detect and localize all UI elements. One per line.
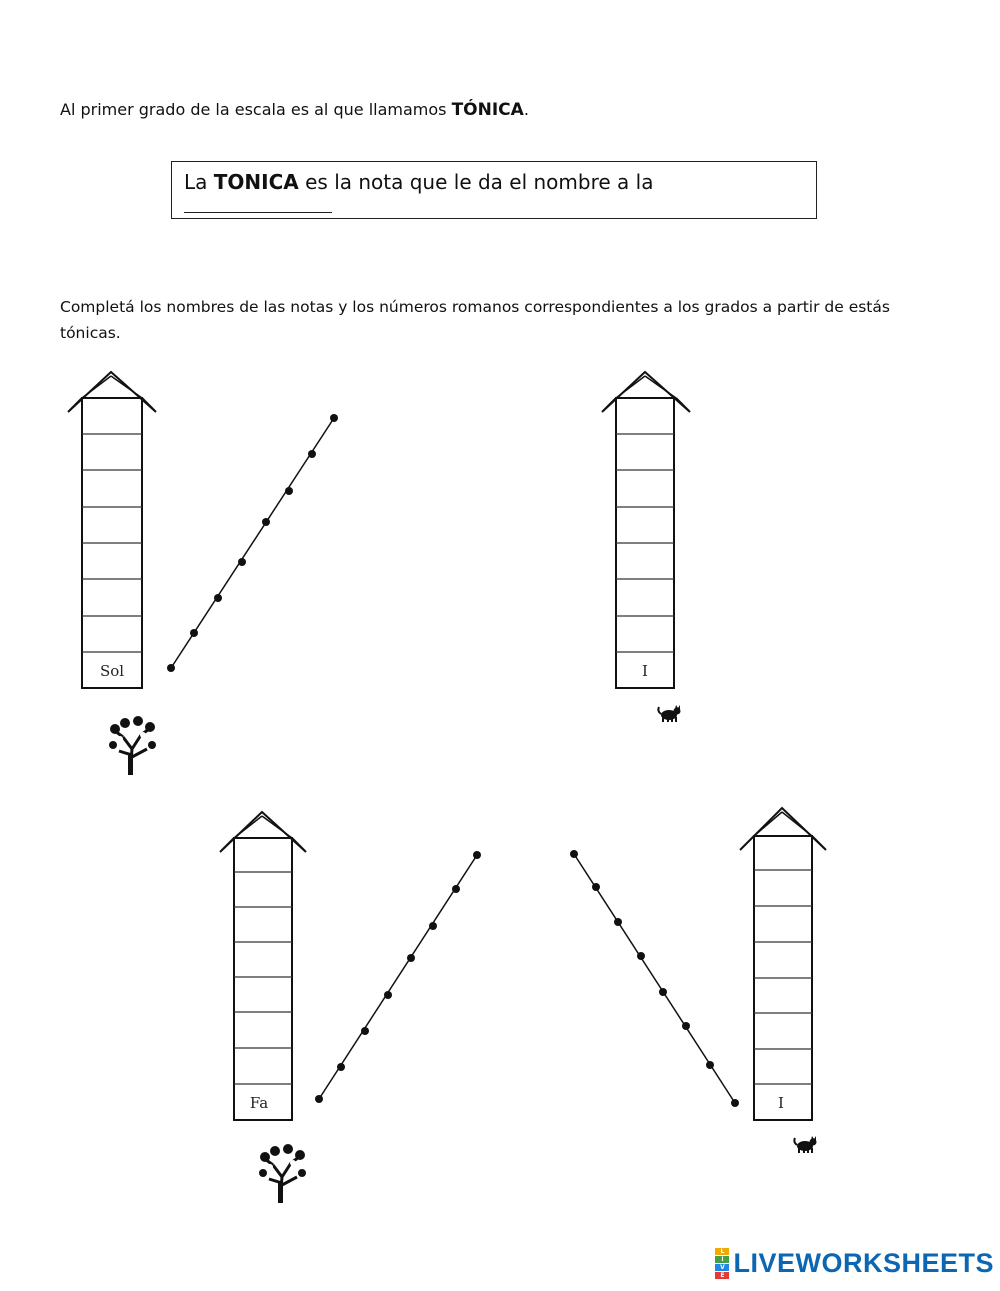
- ladder-line-3: [315, 851, 481, 1103]
- scale-tower-3: [220, 812, 306, 1120]
- tower-2-label: I: [642, 662, 648, 680]
- scale-tower-4: [740, 808, 826, 1120]
- liveworksheets-brand[interactable]: [715, 1248, 994, 1279]
- definition-bold-term: TONICA: [213, 170, 299, 194]
- cat-icon: [658, 705, 680, 722]
- logo-letter-e: E: [715, 1272, 729, 1279]
- tower-4-label: I: [778, 1094, 784, 1112]
- intro-bold-term: TÓNICA: [451, 100, 524, 120]
- cat-icon: [794, 1136, 816, 1153]
- intro-body: Al primer grado de la escala es al que llamamos: [60, 100, 452, 119]
- instructions-text: Completá los nombres de las notas y los números romanos correspondientes a los grados a partir de estás tónicas.: [60, 298, 890, 342]
- intro-end: .: [523, 100, 529, 119]
- tower-3-label: Fa: [249, 1094, 269, 1112]
- definition-prefix: La: [184, 170, 214, 194]
- ladder-line-1: [167, 414, 338, 672]
- tree-icon: [109, 716, 156, 775]
- ladder-line-4: [570, 850, 739, 1107]
- liveworksheets-logo-icon: [715, 1248, 729, 1279]
- tower-1-label: Sol: [99, 662, 125, 680]
- logo-letter-i: I: [715, 1256, 729, 1263]
- tree-icon: [259, 1144, 306, 1203]
- brand-name: LIVEWORKSHEETS: [733, 1248, 994, 1278]
- scale-tower-1: [68, 372, 156, 688]
- logo-letter-l: L: [715, 1248, 729, 1255]
- logo-letter-v: V: [715, 1264, 729, 1271]
- scale-tower-2: [602, 372, 690, 688]
- definition-text: es la nota que le da el nombre a la: [298, 170, 654, 194]
